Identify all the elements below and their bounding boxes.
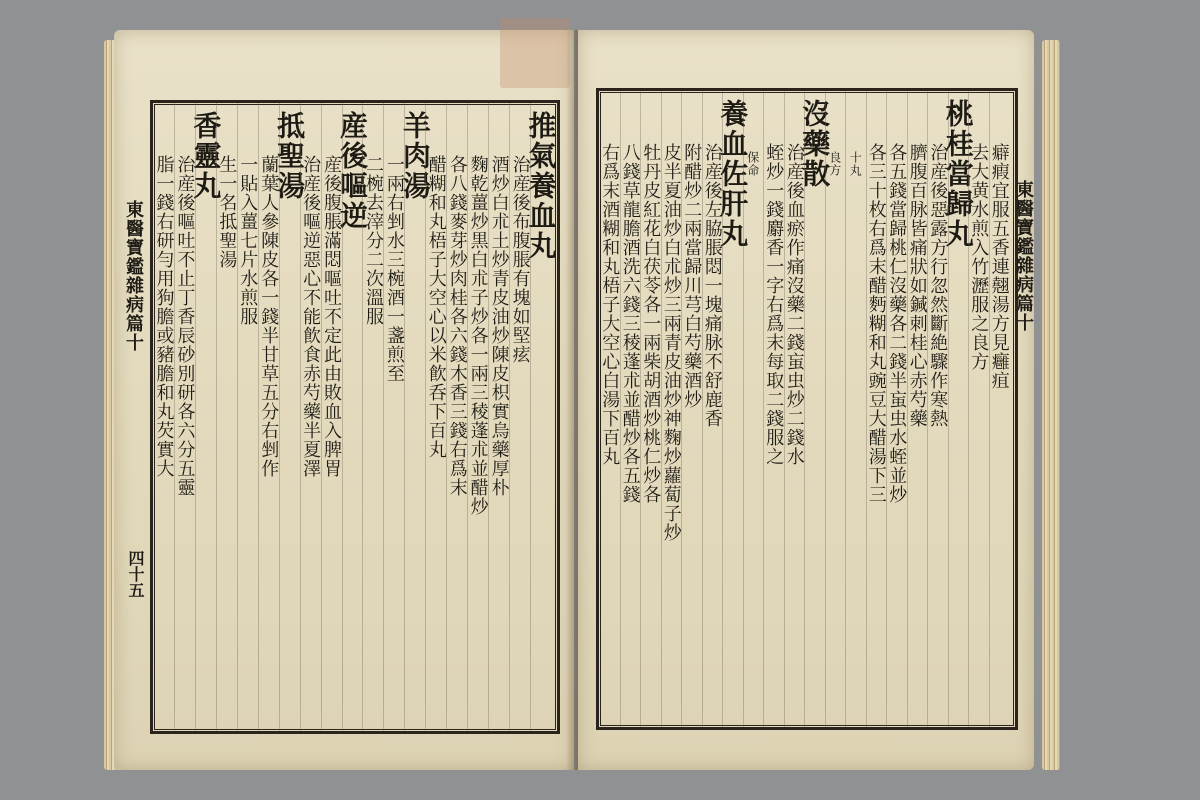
right-margin-title: 東醫寶鑑雜病篇十 xyxy=(1013,180,1034,332)
text-column: 右爲末酒糊和丸梧子大空心白湯下百丸 xyxy=(599,143,621,466)
column-rule xyxy=(342,103,343,731)
text-column: 一貼入薑七片水煎服 xyxy=(237,155,259,326)
text-column: 麴乾薑炒黒白朮子炒各一兩三稜蓬朮並醋炒 xyxy=(467,155,489,516)
column-rule xyxy=(258,103,259,731)
text-column: 癖瘕宜服五香連翹湯方見癰疽 xyxy=(988,143,1010,390)
column-rule xyxy=(383,103,384,731)
right-page xyxy=(578,30,1034,770)
column-rule xyxy=(195,103,196,731)
text-column: 治産後左脇脹悶一塊痛脉不舒鹿香 xyxy=(701,143,723,428)
text-column: 各八錢麥芽炒肉桂各六錢木香三錢右爲末 xyxy=(446,155,468,497)
column-rule xyxy=(743,91,744,727)
column-rule xyxy=(300,103,301,731)
right-page-edges xyxy=(1042,40,1060,770)
text-column: 臍腹百脉皆痛狀如鍼刺桂心赤芍藥 xyxy=(906,143,928,428)
column-rule xyxy=(425,103,426,731)
column-rule xyxy=(530,103,531,731)
prescription-title: 桃桂當歸丸 xyxy=(941,99,975,249)
column-rule xyxy=(237,103,238,731)
column-rule xyxy=(488,103,489,731)
prescription-title: 推氣養血丸 xyxy=(524,111,558,261)
column-rule xyxy=(174,103,175,731)
text-column: 治産後嘔吐不止丁香辰砂別研各六分五靈 xyxy=(174,155,196,497)
left-page-number: 四十五 xyxy=(126,550,145,598)
text-column: 治産後布腹脹有塊如堅痃 xyxy=(509,155,531,364)
text-column: 附醋炒二兩當歸川芎白芍藥酒炒 xyxy=(681,143,703,409)
column-rule xyxy=(886,91,887,727)
column-rule xyxy=(866,91,867,727)
column-rule xyxy=(279,103,280,731)
column-rule xyxy=(784,91,785,727)
column-rule xyxy=(968,91,969,727)
text-column: 良方 xyxy=(827,151,842,177)
column-rule xyxy=(948,91,949,727)
column-rule xyxy=(620,91,621,727)
text-column: 治産後惡露方行忽然斷絶驟作寒熱 xyxy=(927,143,949,428)
column-rule xyxy=(825,91,826,727)
column-rule xyxy=(404,103,405,731)
column-rule xyxy=(989,91,990,727)
column-rule xyxy=(927,91,928,727)
column-rule xyxy=(509,103,510,731)
text-column: 各五錢當歸桃仁沒藥各二錢半䖟虫水蛭並炒 xyxy=(886,143,908,504)
text-column: 醋糊和丸梧子大空心以米飮呑下百丸 xyxy=(425,155,447,459)
text-column: 生一名抵聖湯 xyxy=(216,155,238,269)
text-column: 牡丹皮紅花白茯苓各一兩柴胡酒炒桃仁炒各 xyxy=(640,143,662,504)
text-column: 皮半夏油炒白朮炒三兩青皮油炒神麴炒蘿蔔子炒 xyxy=(660,143,682,542)
text-column: 八錢草龍膽酒洗六錢三稜蓬朮並醋炒各五錢 xyxy=(619,143,641,504)
prescription-title: 養血佐肝丸 xyxy=(716,99,750,249)
text-column: 蘭葉人參陳皮各一錢半甘草五分右剉作 xyxy=(258,155,280,478)
open-book xyxy=(100,26,1060,776)
text-column: 脂一錢右研勻用狗膽或豬膽和丸芡實大 xyxy=(153,155,175,478)
column-rule xyxy=(321,103,322,731)
column-rule xyxy=(702,91,703,727)
left-margin-title: 東醫寶鑑雜病篇十 xyxy=(123,200,144,352)
column-rule xyxy=(681,91,682,727)
left-text-frame xyxy=(150,100,560,734)
text-column: 保命 xyxy=(745,151,760,177)
text-column: 各三十枚右爲末醋麪糊和丸豌豆大醋湯下三 xyxy=(865,143,887,504)
text-column: 治産後嘔逆惡心不能飮食赤芍藥半夏澤 xyxy=(300,155,322,478)
column-rule xyxy=(763,91,764,727)
prescription-title: 羊肉湯 xyxy=(398,111,432,201)
text-column: 産後腹脹滿悶嘔吐不定此由敗血入脾胃 xyxy=(321,155,343,478)
right-text-frame xyxy=(596,88,1018,730)
column-rule xyxy=(216,103,217,731)
text-column: 一兩右剉水三椀酒一盞煎至 xyxy=(383,155,405,383)
column-rule xyxy=(722,91,723,727)
text-column: 酒炒白朮土炒青皮油炒陳皮枳實烏藥厚朴 xyxy=(488,155,510,497)
column-rule xyxy=(661,91,662,727)
prescription-title: 産後嘔逆 xyxy=(336,111,369,231)
column-rule xyxy=(640,91,641,727)
column-rule xyxy=(467,103,468,731)
column-rule xyxy=(362,103,363,731)
column-rule xyxy=(907,91,908,727)
column-rule xyxy=(804,91,805,727)
text-column: 去大黄水煎入竹瀝服之良方 xyxy=(968,143,990,371)
left-page xyxy=(114,30,574,770)
prescription-title: 沒藥散 xyxy=(798,99,832,189)
text-column: 十丸 xyxy=(848,151,863,177)
prescription-title: 香靈丸 xyxy=(189,111,223,201)
column-rule xyxy=(446,103,447,731)
column-rule xyxy=(845,91,846,727)
text-column: 治産後血瘀作痛沒藥二錢䖟虫炒二錢水 xyxy=(783,143,805,466)
text-column: 二椀去滓分二次溫服 xyxy=(362,155,384,326)
library-seal xyxy=(500,18,570,88)
prescription-title: 抵聖湯 xyxy=(273,111,307,201)
text-column: 蛭炒一錢麝香一字右爲末每取二錢服之 xyxy=(763,143,785,466)
